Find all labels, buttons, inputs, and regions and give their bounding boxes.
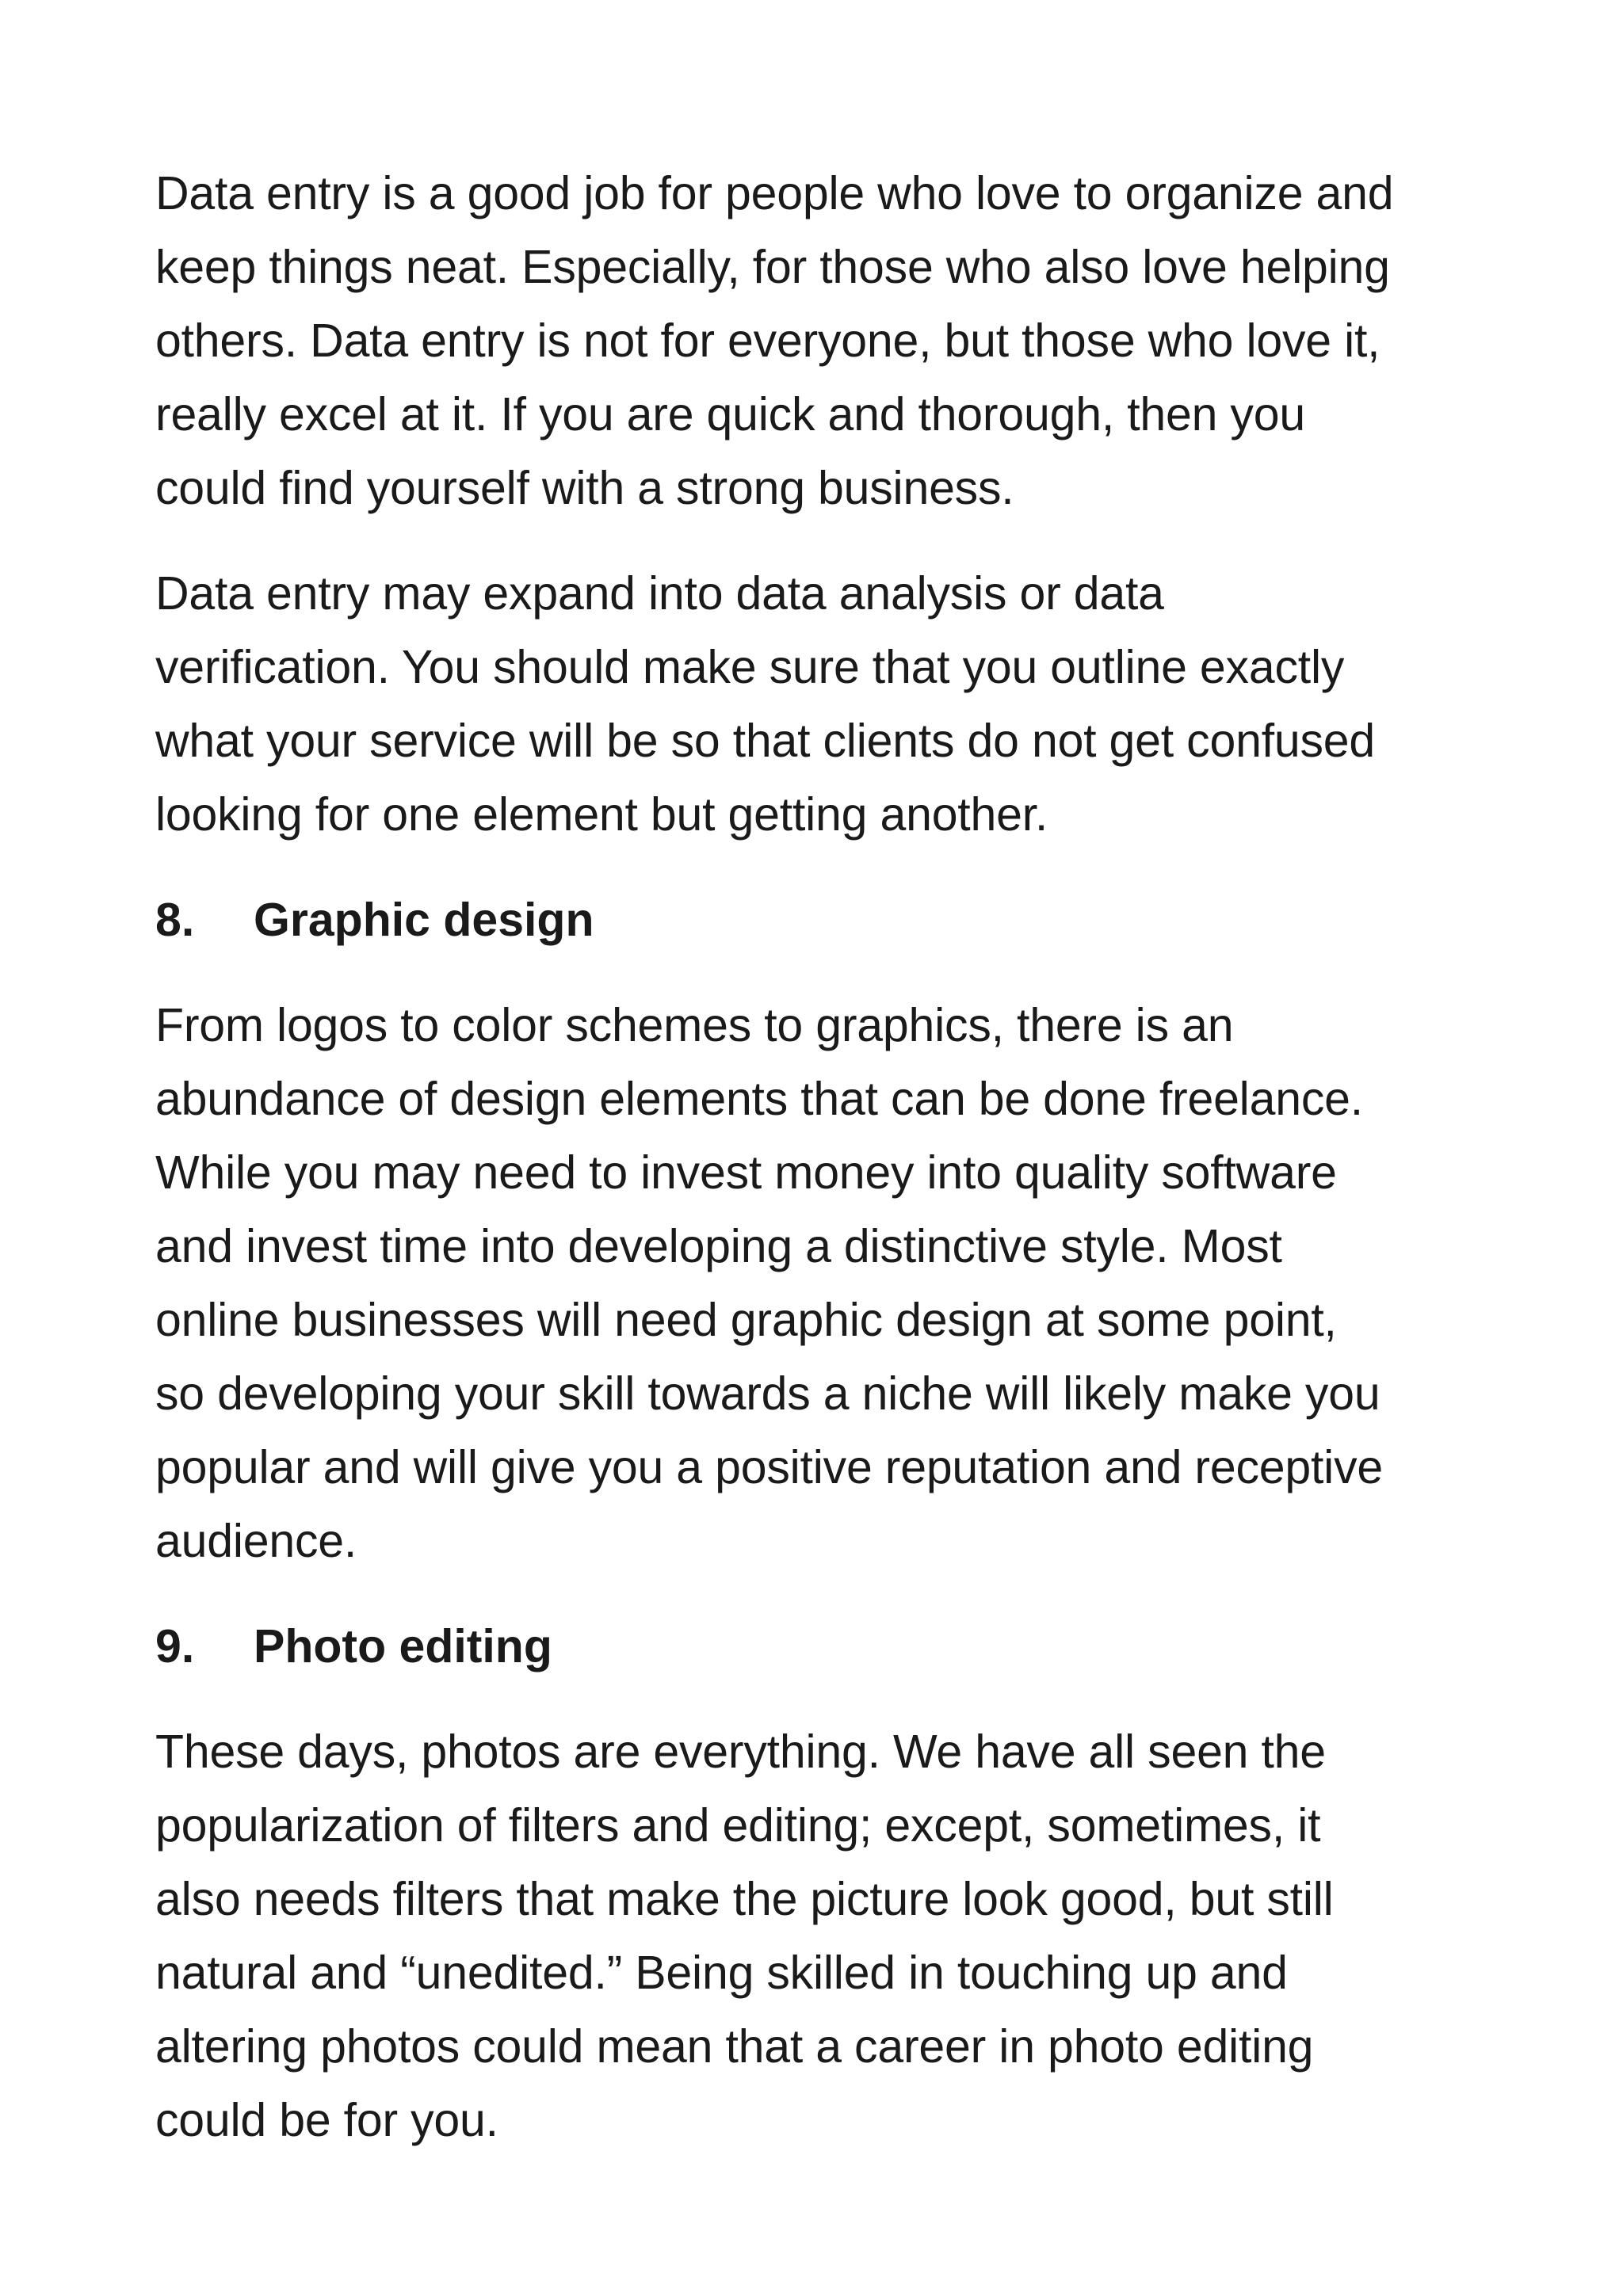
text-line: altering photos could mean that a career in photo editing [155, 2020, 1314, 2073]
text-line: online businesses will need graphic design at some point, [155, 1294, 1337, 1346]
text-line: From logos to color schemes to graphics, there is an [155, 999, 1234, 1051]
text-line: also needs filters that make the picture look good, but still [155, 1873, 1334, 1925]
paragraph-graphic-design [155, 989, 1518, 1578]
paragraph-data-entry-intro [155, 157, 1518, 525]
text-line: abundance of design elements that can be done freelance. [155, 1073, 1363, 1125]
section-heading-graphic-design [155, 883, 1518, 957]
text-line: could be for you. [155, 2094, 498, 2146]
document-body [155, 157, 1518, 2189]
paragraph-data-entry-expand [155, 557, 1518, 852]
text-line: While you may need to invest money into quality software [155, 1146, 1337, 1199]
section-heading-photo-editing [155, 1610, 1518, 1684]
text-line: natural and “unedited.” Being skilled in touching up and [155, 1947, 1288, 1999]
text-line: looking for one element but getting another. [155, 788, 1048, 841]
text-line: so developing your skill towards a niche will likely make you [155, 1367, 1381, 1420]
text-line: what your service will be so that clients do not get confused [155, 715, 1376, 767]
text-line: popular and will give you a positive reputation and receptive [155, 1441, 1383, 1493]
text-line: could find yourself with a strong business. [155, 462, 1014, 514]
paragraph-photo-editing [155, 1715, 1518, 2157]
text-line: These days, photos are everything. We have all seen the [155, 1726, 1326, 1778]
text-line: audience. [155, 1515, 357, 1567]
section-number: 8. [155, 894, 195, 946]
text-line: keep things neat. Especially, for those who also love helping [155, 241, 1390, 293]
text-line: and invest time into developing a distinctive style. Most [155, 1220, 1282, 1272]
text-line: popularization of filters and editing; except, sometimes, it [155, 1799, 1321, 1852]
section-number: 9. [155, 1620, 195, 1672]
text-line: others. Data entry is not for everyone, but those who love it, [155, 315, 1381, 367]
text-line: verification. You should make sure that you outline exactly [155, 641, 1345, 693]
section-title: Graphic design [254, 894, 594, 946]
text-line: Data entry is a good job for people who love to organize and [155, 167, 1394, 219]
text-line: really excel at it. If you are quick and thorough, then you [155, 388, 1305, 441]
text-line: Data entry may expand into data analysis or data [155, 567, 1164, 620]
section-title: Photo editing [254, 1620, 552, 1672]
